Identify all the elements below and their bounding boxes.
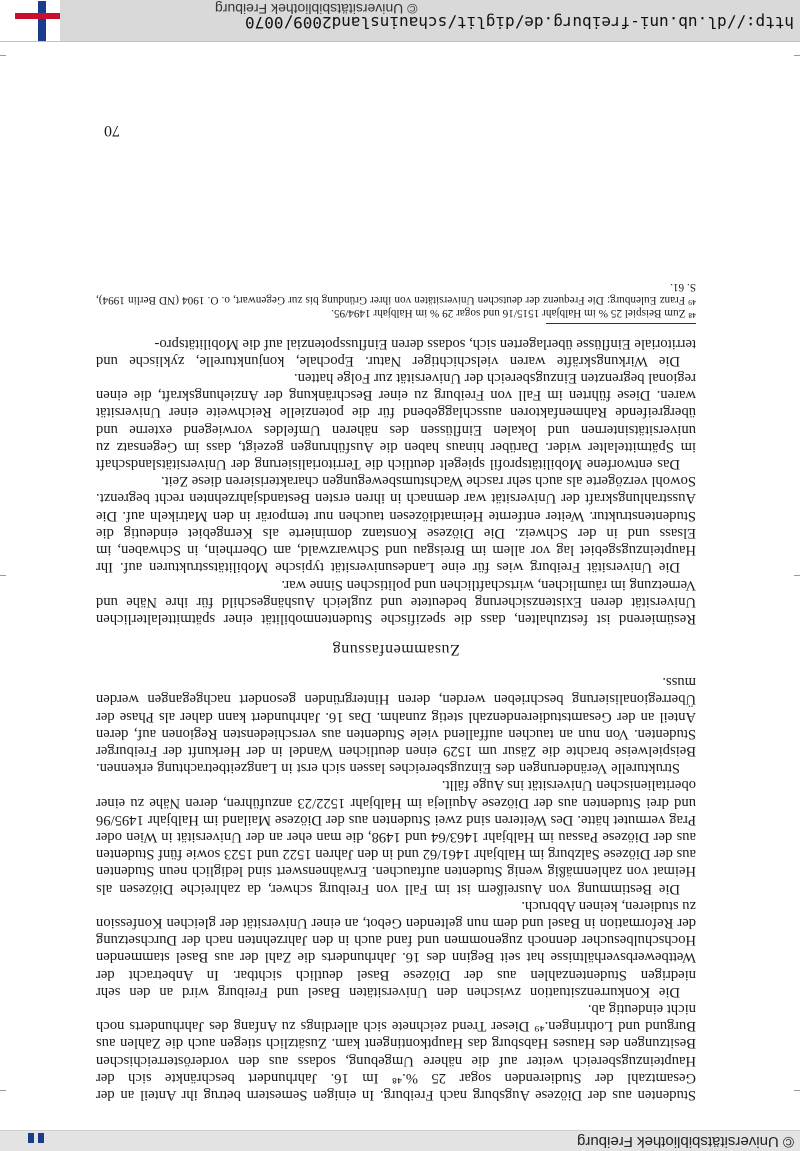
page-number: 70 (104, 122, 120, 139)
copyright-banner-top (0, 1130, 800, 1151)
body-paragraph: Die Bestimmung von Ausreißern ist im Fall von Freiburg schwer, da zahlreiche Diözesen als Heimat von zahlenmäßig wenig Studenten auftauchen. Erwähnenswert sind lediglich neun Studenten aus der Diözese Salzburg im Halbjahr 1461/62 und in den Jahren 1522 und 1523 sowie fünf Studenten aus der Diözese Passau im Halbjahr 1463/64 und 1498, die man eher an der Universität in Wien oder Prag vermutet hätte. Des Weiteren sind zwei Studenten aus der Diözese Mailand im Halbjahr 1495/96 und drei Studenten aus der Diözese Aquileja im Halbjahr 1522/23 anzuführen, deren Nähe zu einer oberitalienischen Universität ins Auge fällt. (96, 777, 696, 897)
document-url[interactable]: http://dl.ub.uni-freiburg.de/diglit/schauinsland2009/0070 (244, 13, 794, 32)
crop-mark (794, 575, 800, 576)
crop-mark (0, 55, 6, 56)
library-logo-icon (8, 1131, 48, 1149)
body-paragraph: Strukturelle Veränderungen des Einzugsbereiches lassen sich erst in Langzeitbetrachtung erkennen. Beispielweise brachte die Zäsur um 1529 einen deutlichen Wandel in der Herkunft der Freiburger Studenten. Von nun an tauchen auffallend viele Studenten aus verschiedensten Regionen auf, deren Anteil an der Gesamtstudierendenzahl stetig zunahm. Das 16. Jahrhundert kann daher als Phase der Überregionalisierung beschrieben werden, deren Hintergründen gesondert nachgegangen werden muss. (96, 674, 696, 777)
copyright-text: © Universitätsbibliothek Freiburg (215, 1, 418, 17)
summary-paragraph: Die Wirkungskräfte waren vielschichtiger Natur. Epochale, konjunkturelle, zyklische und territoriale Einflüsse überlagerten sich, sodass deren Einflusspotenzial auf die Mobilitätspro- (96, 335, 696, 369)
summary-paragraph: Resümierend ist festzuhalten, dass die spezifische Studentenmobilität einer spätmittelalterlichen Universität deren Existenzsicherung bedeutete und zugleich Aushängeschild für ihre Nähe und Vernetzung im räumlichen, wirtschaftlichen und politischen Sinne war. (96, 576, 696, 627)
crop-mark (0, 575, 6, 576)
crop-mark (794, 55, 800, 56)
section-heading: Zusammenfassung (332, 640, 460, 658)
footnote-divider (546, 323, 696, 324)
summary-paragraph: Das entworfene Mobilitätsprofil spiegelt deutlich die Territorialisierung der Universitätslandschaft im Spätmittelalter wider. Darüber hinaus haben die Ausführungen gezeigt, dass im Gegensatz zu universitätsinternen und lokalen Einflüssen des näheren Umfeldes vorwiegend externe und übergreifende Rahmenfaktoren ausschlaggebend für die potenzielle Reichweite einer Universität waren. Diese führten im Fall von Freiburg zu einer Beschränkung der Anziehungskraft, die einen regional begrenzten Einzugsbereich der Universität zur Folge hatten. (96, 370, 696, 473)
body-paragraph: Die Konkurrenzsituation zwischen den Universitäten Basel und Freiburg wird an den sehr niedrigen Studentenzahlen aus der Diözese Basel deutlich sichtbar. In Anbetracht der Wettbewerbsverhältnisse hat seit Beginn des 16. Jahrhunderts die Zahl der aus Basel stammenden Hochschulbesucher dennoch zugenommen und fand auch in den Jahrzehnten nach der Durchsetzung der Reformation in Basel und dem nun geltenden Gebot, an einer Universität der gleichen Konfession zu studieren, keinen Abbruch. (96, 897, 696, 1000)
crop-mark (0, 1090, 6, 1091)
body-paragraph: Studenten aus der Diözese Augsburg nach Freiburg. In einigen Semestern betrug ihr Anteil an der Gesamtzahl der Studierenden sogar 25 %.⁴⁸ Im 16. Jahrhundert beschränkte sich der Haupteinzugsbereich weiter auf die nähere Umgebung, sodass aus den vorderösterreichischen Besitzungen des Hauses Habsburg das Hauptkontingent kam. Zusätzlich stiegen auch die Zahlen aus Burgund und Lothringen.⁴⁹ Dieser Trend zeichnete sich allerdings zu Anfang des Jahrhunderts noch nicht eindeutig ab. (96, 1000, 696, 1103)
document-body (96, 280, 696, 1103)
summary-paragraph: Die Universität Freiburg wies für eine Landesuniversität typische Mobilitätsstrukturen auf. Ihr Haupteinzugsgebiet lag vor allem im Breisgau und Schwarzwald, am Oberrhein, in Schwaben, im Elsass und in der Schweiz. Die Diözese Konstanz dominierte als Kerngebiet eindeutig die Studentenstruktur. Weiter entfernte Heimatdiözesen tauchen nur temporär in den Matrikeln auf. Die Ausstrahlungskraft der Universität war demnach in ihren ersten Bestandsjahrzehnten recht begrenzt. Sowohl verzögerte als auch sehr rasche Wachstumsbewegungen charakterisieren diese Zeit. (96, 473, 696, 576)
copyright-text: © Universitätsbibliothek Freiburg (577, 1133, 794, 1150)
library-logo-icon (0, 0, 60, 41)
url-banner (0, 0, 800, 42)
crop-mark (794, 1090, 800, 1091)
footnote: ⁴⁸ Zum Beispiel 25 % im Halbjahr 1515/16 und sogar 29 % im Halbjahr 1494/95. (331, 307, 696, 320)
footnote: ⁴⁹ Franz Eulenburg: Die Frequenz der deutschen Universitäten von ihrer Gründung bis zur Gegenwart, o. O. 1904 (ND Berlin 1994), S. 61. (96, 281, 696, 307)
